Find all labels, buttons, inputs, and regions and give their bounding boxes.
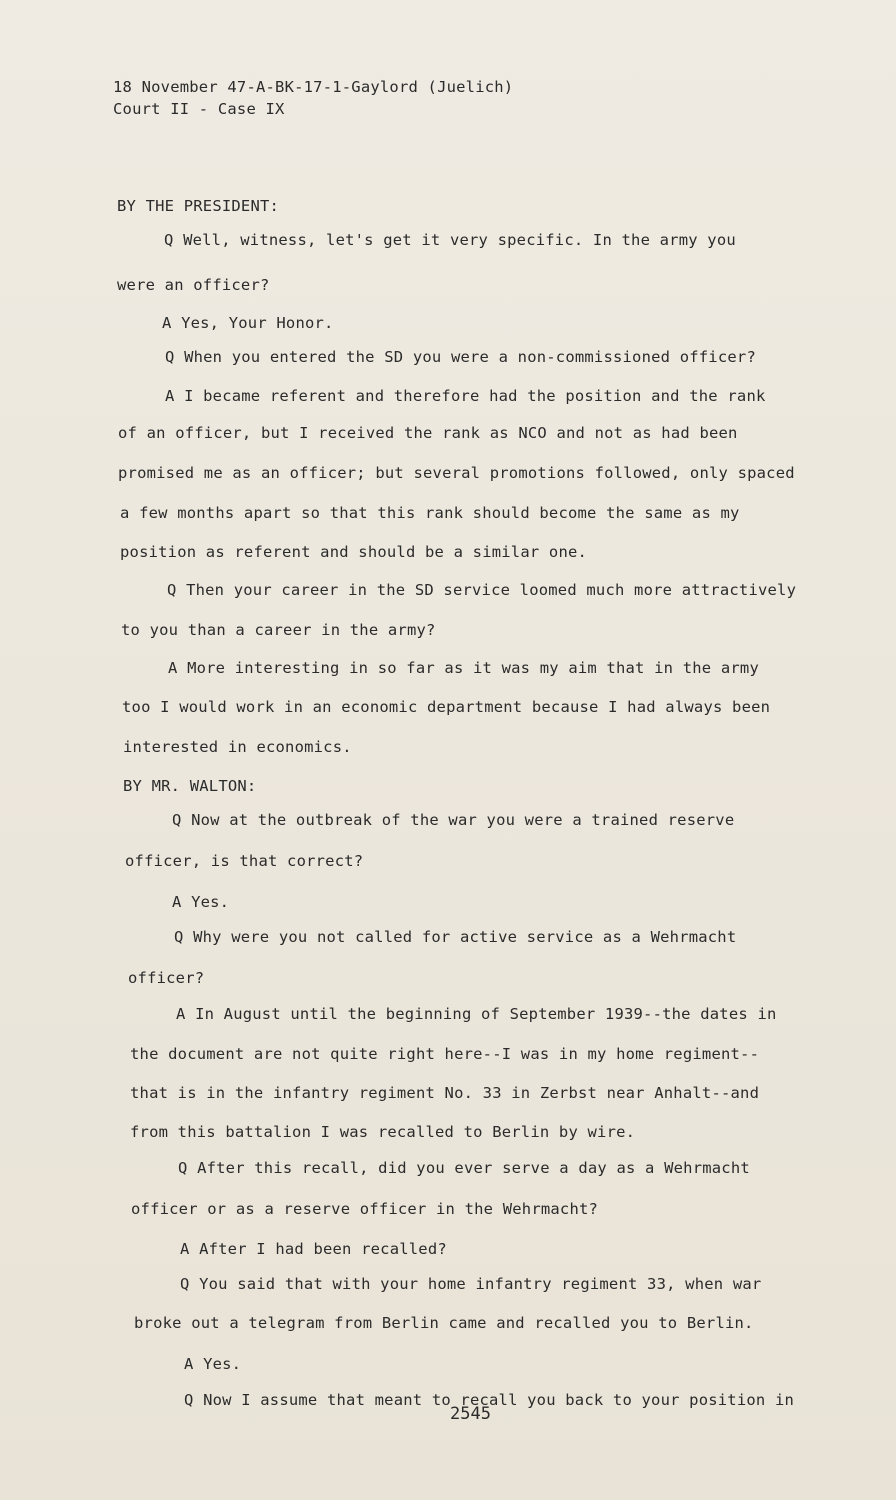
transcript-line: broke out a telegram from Berlin came and recalled you to Berlin. — [134, 1314, 754, 1332]
transcript-line: to you than a career in the army? — [121, 621, 436, 639]
transcript-line: Q Now I assume that meant to recall you back to your position in — [184, 1391, 795, 1409]
transcript-line: officer, is that correct? — [125, 852, 364, 870]
transcript-line: Q After this recall, did you ever serve a day as a Wehrmacht — [178, 1159, 750, 1177]
transcript-line: were an officer? — [117, 276, 270, 294]
transcript-line: position as referent and should be a similar one. — [120, 543, 588, 561]
transcript-line: a few months apart so that this rank should become the same as my — [120, 504, 740, 522]
transcript-line: A Yes, Your Honor. — [162, 314, 334, 332]
transcript-line: Q Well, witness, let's get it very specific. In the army you — [164, 231, 736, 249]
speaker-heading: BY MR. WALTON: — [123, 777, 257, 795]
transcript-line: Q Then your career in the SD service loomed much more attractively — [167, 581, 797, 599]
transcript-line: that is in the infantry regiment No. 33 in Zerbst near Anhalt--and — [130, 1084, 760, 1102]
page-number: 2545 — [450, 1404, 491, 1424]
header-line-2: Court II - Case IX — [113, 100, 285, 118]
transcript-line: from this battalion I was recalled to Berlin by wire. — [130, 1123, 636, 1141]
transcript-line: A More interesting in so far as it was my aim that in the army — [168, 659, 759, 677]
header-line-1: 18 November 47-A-BK-17-1-Gaylord (Juelich) — [113, 78, 514, 96]
transcript-line: Q Why were you not called for active service as a Wehrmacht — [174, 928, 737, 946]
transcript-line: A Yes. — [172, 893, 230, 911]
transcript-line: A I became referent and therefore had the position and the rank — [165, 387, 766, 405]
transcript-line: the document are not quite right here--I was in my home regiment-- — [130, 1045, 760, 1063]
transcript-line: officer? — [128, 969, 205, 987]
transcript-line: Q When you entered the SD you were a non-commissioned officer? — [165, 348, 756, 366]
transcript-line: promised me as an officer; but several promotions followed, only spaced — [118, 464, 795, 482]
transcript-line: too I would work in an economic department because I had always been — [122, 698, 771, 716]
speaker-heading: BY THE PRESIDENT: — [117, 197, 280, 215]
transcript-line: A In August until the beginning of September 1939--the dates in — [176, 1005, 777, 1023]
transcript-line: of an officer, but I received the rank as NCO and not as had been — [118, 424, 738, 442]
transcript-line: Q You said that with your home infantry regiment 33, when war — [180, 1275, 762, 1293]
transcript-line: Q Now at the outbreak of the war you were a trained reserve — [172, 811, 735, 829]
transcript-line: A Yes. — [184, 1355, 242, 1373]
transcript-line: officer or as a reserve officer in the Wehrmacht? — [131, 1200, 599, 1218]
transcript-line: A After I had been recalled? — [180, 1240, 447, 1258]
transcript-line: interested in economics. — [123, 738, 352, 756]
